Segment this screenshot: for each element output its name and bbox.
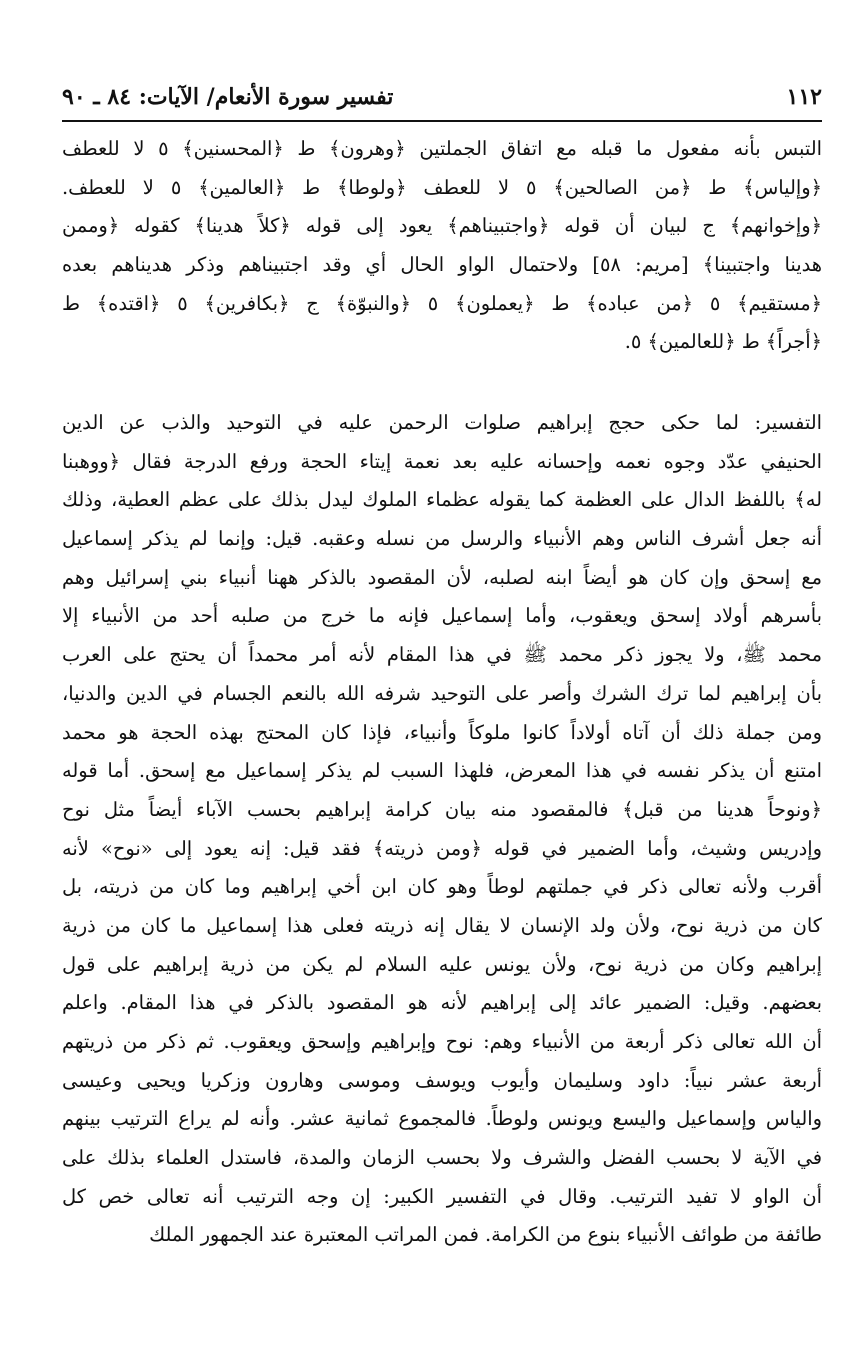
waqf-section <box>62 130 822 362</box>
tafsir-line: طائفة من طوائف الأنبياء بنوع من الكرامة. فمن المراتب المعتبرة عند الجمهور الملك <box>149 1223 822 1247</box>
tafsir-line: في الآية لا بحسب الفضل والشرف ولا بحسب الزمان والمدة، فاستدل العلماء بذلك على <box>62 1146 822 1170</box>
page-number: ١١٢ <box>786 84 822 110</box>
tafsir-line: وإدريس وشيث، وأما الضمير في قوله ﴿ومن ذريته﴾ فقد قيل: إنه يعود إلى «نوح» لأنه <box>62 836 822 860</box>
tafsir-line: له﴾ باللفظ الدال على العظمة كما يقوله عظماء الملوك ليدل بذلك على عظم العطية، وذلك <box>62 488 822 512</box>
tafsir-line: بأسرهم أولاد إسحق ويعقوب، وأما إسماعيل فإنه ما خرج من صلبه أحد من الأنبياء إلا <box>62 604 822 628</box>
tafsir-line: أقرب ولأنه تعالى ذكر في جملتهم لوطاً وهو كان ابن أخي إبراهيم وما كان من ذريته، بل <box>62 875 822 899</box>
running-title: تفسير سورة الأنعام/ الآيات: ٨٤ ـ ٩٠ <box>62 84 394 110</box>
waqf-line: هدينا واجتبينا﴾ [مريم: ٥٨] ولاحتمال الواو الحال أي وقد اجتبيناهم وذكر هديناهم بعده <box>62 253 822 277</box>
tafsir-line: أن الواو لا تفيد الترتيب. وقال في التفسير الكبير: إن وجه الترتيب أنه تعالى خص كل <box>62 1184 822 1208</box>
waqf-line: التبس بأنه مفعول ما قبله مع اتفاق الجملتين ﴿وهرون﴾ ط ﴿المحسنين﴾ ٥ لا للعطف <box>62 137 822 160</box>
waqf-line: ﴿وإخوانهم﴾ ج لبيان أن قوله ﴿واجتبيناهم﴾ يعود إلى قوله ﴿كلاً هدينا﴾ كقوله ﴿وممن <box>62 214 822 238</box>
waqf-line: ﴿وإلياس﴾ ط ﴿من الصالحين﴾ ٥ لا للعطف ﴿ولوطا﴾ ط ﴿العالمين﴾ ٥ لا للعطف. <box>62 175 822 199</box>
tafsir-line: والياس وإسماعيل واليسع ويونس ولوطاً. فالمجموع ثمانية عشر. وأنه لم يراع الترتيب بينهم <box>62 1107 822 1131</box>
tafsir-line: بأن إبراهيم لما ترك الشرك وأصر على التوحيد شرفه الله بالنعم الجسام في الدين والدنيا، <box>62 681 822 705</box>
waqf-line: ﴿مستقيم﴾ ٥ ﴿من عباده﴾ ط ﴿يعملون﴾ ٥ ﴿والنبوّة﴾ ج ﴿بكافرين﴾ ٥ ﴿اقتده﴾ ط <box>62 291 822 315</box>
tafsir-section <box>62 404 822 1255</box>
tafsir-line: بعضهم. وقيل: الضمير عائد إلى إبراهيم لأنه هو المقصود بالذكر في هذا المقام. واعلم <box>62 991 822 1015</box>
tafsir-line: امتنع أن يذكر نفسه في هذا المعرض، فلهذا السبب لم يذكر إسماعيل مع إسحق. أما قوله <box>62 759 822 783</box>
tafsir-line: التفسير: لما حكى حجج إبراهيم صلوات الرحمن عليه في التوحيد والذب عن الدين <box>62 411 822 434</box>
tafsir-line: إبراهيم وكان من ذرية نوح، ولأن يونس عليه السلام لم يكن من ذرية إبراهيم على قول <box>62 952 822 976</box>
tafsir-line: أربعة عشر نبياً: داود وسليمان وأيوب ويوسف وموسى وهارون وزكريا ويحيى وعيسى <box>62 1068 822 1092</box>
tafsir-line: محمد ﷺ، ولا يجوز ذكر محمد ﷺ في هذا المقام لأنه أمر محمداً أن يحتج على العرب <box>62 643 822 667</box>
tafsir-line: أنه جعل أشرف الناس وهم الأنبياء والرسل من نسله وعقبه. قيل: وإنما لم يذكر إسماعيل <box>62 527 822 551</box>
tafsir-line: ومن جملة ذلك أن آتاه أولاداً كانوا ملوكاً وأنبياء، فإذا كان المحتج بهذه الحجة هو محمد <box>62 720 822 744</box>
header-rule <box>62 120 822 122</box>
tafsir-line: كان من ذرية نوح، ولأن ولد الإنسان لا يقال إنه ذريته فعلى هذا إسماعيل ما كان من ذرية <box>62 913 822 937</box>
page-header <box>62 84 822 120</box>
tafsir-line: مع إسحق وإن كان هو أيضاً ابنه لصلبه، لأن المقصود بالذكر ههنا أنبياء بني إسرائيل وهم <box>62 565 822 589</box>
tafsir-line: الحنيفي عدّد وجوه نعمه وإحسانه عليه بعد نعمة إيتاء الحجة ورفع الدرجة فقال ﴿ووهبنا <box>62 449 822 473</box>
tafsir-line: ﴿ونوحاً هدينا من قبل﴾ فالمقصود منه بيان كرامة إبراهيم بحسب الآباء أيضاً مثل نوح <box>62 797 822 821</box>
tafsir-line: أن الله تعالى ذكر أربعة من الأنبياء وهم: نوح وإبراهيم وإسحق ويعقوب. ثم ذكر من ذريتهم <box>62 1030 822 1053</box>
waqf-line: ﴿أجراً﴾ ط ﴿للعالمين﴾ ٥. <box>624 330 822 354</box>
